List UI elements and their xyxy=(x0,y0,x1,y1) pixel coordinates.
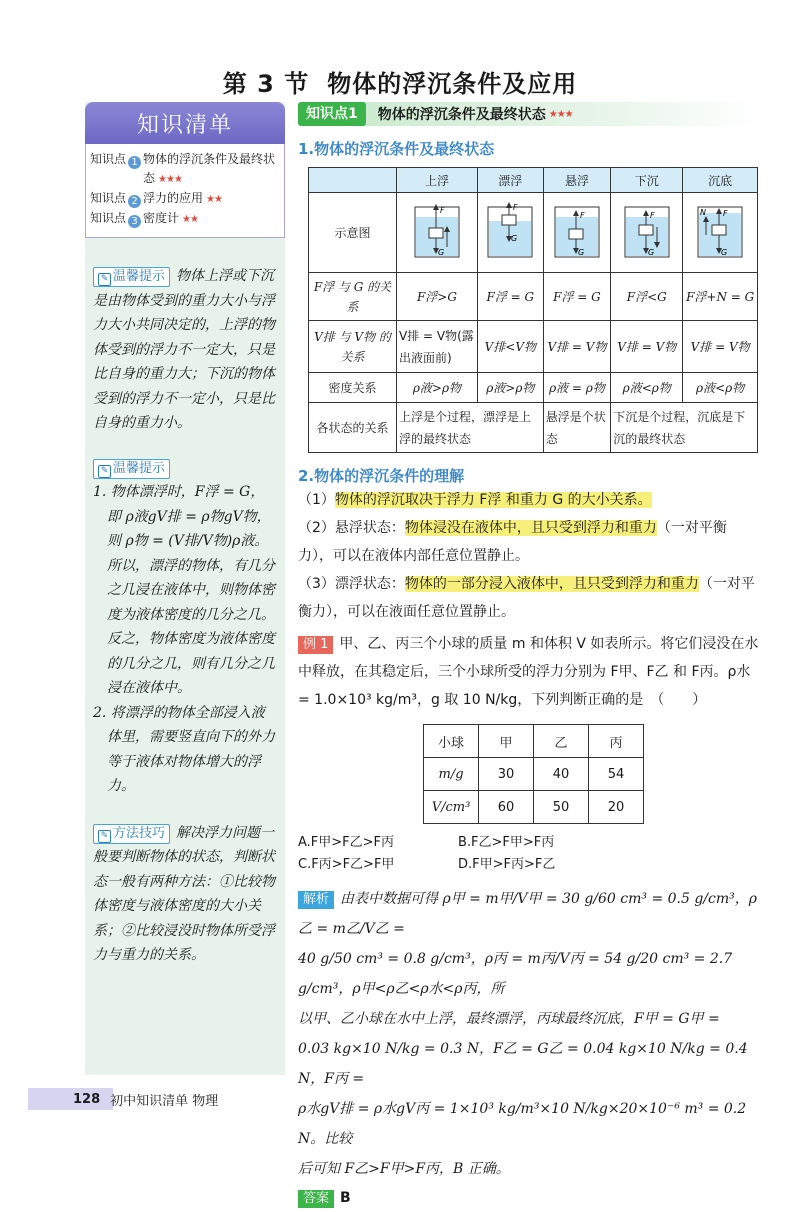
svg-text:G: G xyxy=(577,248,585,257)
knowledge-item-label: 浮力的应用 xyxy=(143,191,204,205)
row-label: 密度关系 xyxy=(309,373,397,403)
star-rating-icon: ★★★ xyxy=(158,174,182,185)
svg-text:N: N xyxy=(700,208,707,217)
table-row xyxy=(424,791,644,824)
book-title: 初中知识清单 物理 xyxy=(110,1093,219,1109)
table-cell: 30 xyxy=(479,758,534,791)
option-d[interactable]: D.F甲>F丙>F乙 xyxy=(458,857,556,872)
hint-icon: ✎ xyxy=(98,273,111,286)
table-cell: 20 xyxy=(589,791,644,824)
number-badge: 3 xyxy=(128,215,141,228)
knowledge-point-bar xyxy=(298,102,760,126)
table-cell: ρ液>ρ物 xyxy=(397,373,478,403)
knowledge-item-label: 物体的浮沉条件及最终状态 xyxy=(143,152,276,185)
table-header-cell: 沉底 xyxy=(683,168,758,193)
table-cell: F浮<G xyxy=(611,273,683,321)
tip-text: 解决浮力问题一般要判断物体的状态，判断状态一般有两种方法：①比较物体密度与液体密度的大小关系；②比较浸没时物体所受浮力与重力的关系。 xyxy=(93,824,275,963)
table-header-cell xyxy=(309,168,397,193)
svg-text:G: G xyxy=(721,248,728,257)
tip-label: 方法技巧 xyxy=(113,825,166,841)
table-cell: 40 xyxy=(534,758,589,791)
method-icon: ✎ xyxy=(98,830,111,843)
svg-text:G: G xyxy=(511,234,518,243)
table-row xyxy=(309,193,758,273)
knowledge-item-prefix: 知识点 xyxy=(90,191,127,205)
point-number: （1） xyxy=(298,492,335,508)
tip-label: 温馨提示 xyxy=(113,269,166,284)
buoyancy-table xyxy=(308,167,758,453)
table-cell: V/cm³ xyxy=(424,791,479,824)
ball-table xyxy=(423,724,644,824)
table-row xyxy=(424,758,644,791)
knowledge-item-label: 密度计 xyxy=(143,211,180,225)
analysis xyxy=(298,884,760,1184)
knowledge-item[interactable] xyxy=(90,209,278,229)
table-header-cell: 小球 xyxy=(424,725,479,758)
point-number: （2）悬浮状态： xyxy=(298,520,405,536)
table-cell: V排 = V物(露出液面前) xyxy=(397,321,478,373)
table-cell: F浮 = G xyxy=(477,273,543,321)
knowledge-point-tag: 知识点1 xyxy=(298,102,366,126)
table-cell: F浮 = G xyxy=(543,273,611,321)
svg-text:G: G xyxy=(437,248,445,257)
table-cell: V排 = V物 xyxy=(611,321,683,373)
main-content xyxy=(298,102,760,1212)
svg-text:F: F xyxy=(439,206,445,215)
svg-text:F: F xyxy=(649,211,655,220)
point-1 xyxy=(298,486,760,514)
table-cell: F浮>G xyxy=(397,273,478,321)
analysis-line: 40 g/50 cm³ = 0.8 g/cm³，ρ丙 = m丙/V丙 = 54 g/20 cm³ = 2.7 g/cm³，ρ甲<ρ乙<ρ水<ρ丙，所 xyxy=(298,951,733,997)
method-tag xyxy=(93,824,170,844)
knowledge-item[interactable] xyxy=(90,189,278,209)
diagram-bottom xyxy=(683,193,758,273)
svg-text:G: G xyxy=(647,248,654,257)
table-cell: ρ液>ρ物 xyxy=(477,373,543,403)
table-row xyxy=(309,321,758,373)
tip-text: 物体上浮或下沉是由物体受到的重力大小与浮力大小共同决定的，上浮的物体受到的浮力不一定大，只是比自身的重力大；下沉的物体受到的浮力不一定小，只是比自身的重力小。 xyxy=(93,268,275,431)
table-cell: ρ液<ρ物 xyxy=(611,373,683,403)
tip-box-3 xyxy=(93,821,277,968)
table-header-cell: 甲 xyxy=(479,725,534,758)
row-label: 各状态的关系 xyxy=(309,403,397,453)
option-a[interactable]: A.F甲>F乙>F丙 xyxy=(298,835,395,850)
svg-text:F: F xyxy=(723,209,728,218)
knowledge-list xyxy=(85,144,285,238)
answer-value: B xyxy=(340,1190,351,1206)
point-text: （一对平衡力），可以在液面任意位置静止。 xyxy=(298,576,755,620)
answer-options xyxy=(298,832,760,876)
table-cell: V排 = V物 xyxy=(543,321,611,373)
table-cell: 54 xyxy=(589,758,644,791)
analysis-line: ρ水gV排 = ρ水gV丙 = 1×10³ kg/m³×10 N/kg×20×10⁻⁶ m³ = 0.2 N。比较 xyxy=(298,1101,747,1147)
svg-text:F: F xyxy=(513,203,518,212)
table-row xyxy=(309,403,758,453)
knowledge-point-title: 物体的浮沉条件及最终状态 xyxy=(377,107,546,123)
table-cell: 下沉是个过程，沉底是下沉的最终状态 xyxy=(611,403,758,453)
tip-box-1 xyxy=(93,264,277,436)
page-footer xyxy=(28,1088,408,1110)
section-number: 第 3 节 xyxy=(222,70,310,98)
table-cell: ρ液<ρ物 xyxy=(683,373,758,403)
table-cell: V排 = V物 xyxy=(683,321,758,373)
subheading-1: 1.物体的浮沉条件及最终状态 xyxy=(298,140,495,158)
row-label: F浮 与 G 的关系 xyxy=(309,273,397,321)
table-row xyxy=(424,725,644,758)
star-rating-icon: ★★★ xyxy=(548,108,573,120)
section-title: 物体的浮沉条件及应用 xyxy=(327,70,578,98)
example-text: 甲、乙、丙三个小球的质量 m 和体积 V 如表所示。将它们浸没在水中释放，在其稳定后，三个小球所受的浮力分别为 F甲、F乙 和 F丙。ρ水 = 1.0×10³ kg/m³，g 取 10 N/kg，下列判断正确的是 （ ） xyxy=(298,636,759,708)
tip-tag xyxy=(93,267,170,287)
sidebar xyxy=(85,102,285,1075)
highlight-text: 物体浸没在液体中，且只受到浮力和重力 xyxy=(404,520,657,536)
table-cell: ρ液 = ρ物 xyxy=(543,373,611,403)
star-rating-icon: ★★ xyxy=(182,214,198,225)
diagram-suspended-icon xyxy=(547,199,607,263)
knowledge-item-prefix: 知识点 xyxy=(90,152,127,166)
table-header-row xyxy=(309,168,758,193)
page-title xyxy=(0,64,800,99)
table-cell: F浮+N = G xyxy=(683,273,758,321)
option-b[interactable]: B.F乙>F甲>F丙 xyxy=(458,835,555,850)
table-header-cell: 乙 xyxy=(534,725,589,758)
diagram-rising xyxy=(397,193,478,273)
tip-tag xyxy=(93,459,170,479)
row-label: V排 与 V物 的关系 xyxy=(309,321,397,373)
number-badge: 2 xyxy=(128,195,141,208)
point-3 xyxy=(298,570,760,626)
table-header-cell: 上浮 xyxy=(397,168,478,193)
diagram-sinking xyxy=(611,193,683,273)
point-2 xyxy=(298,514,760,570)
table-header-cell: 漂浮 xyxy=(477,168,543,193)
diagram-rising-icon xyxy=(407,199,467,263)
page-number: 128 xyxy=(73,1091,101,1107)
analysis-line: 0.03 kg×10 N/kg = 0.3 N，F乙 = G乙 = 0.04 kg×10 N/kg = 0.4 N，F丙 = xyxy=(298,1041,748,1087)
option-c[interactable]: C.F丙>F乙>F甲 xyxy=(298,857,395,872)
tip-label: 温馨提示 xyxy=(113,460,166,476)
table-row xyxy=(309,373,758,403)
point-text: （一对平衡力），可以在液体内部任意位置静止。 xyxy=(298,520,727,564)
table-cell: 悬浮是个状态 xyxy=(543,403,611,453)
highlight-text: 物体的浮沉取决于浮力 F浮 和重力 G 的大小关系。 xyxy=(334,492,652,508)
highlight-text: 物体的一部分浸入液体中，且只受到浮力和重力 xyxy=(404,576,699,592)
diagram-sinking-icon xyxy=(617,199,677,263)
table-cell: 60 xyxy=(479,791,534,824)
table-cell: V排<V物 xyxy=(477,321,543,373)
table-cell: 上浮是个过程，漂浮是上浮的最终状态 xyxy=(397,403,544,453)
table-header-cell: 悬浮 xyxy=(543,168,611,193)
number-badge: 1 xyxy=(128,156,141,169)
table-cell: m/g xyxy=(424,758,479,791)
analysis-line: 由表中数据可得 ρ甲 = m甲/V甲 = 30 g/60 cm³ = 0.5 g/cm³，ρ乙 = m乙/V乙 = xyxy=(298,891,757,937)
answer xyxy=(298,1184,760,1212)
tip-box-2 xyxy=(93,456,277,799)
subheading-2: 2.物体的浮沉条件的理解 xyxy=(298,467,465,485)
diagram-floating-icon xyxy=(480,199,540,263)
table-header-cell: 下沉 xyxy=(611,168,683,193)
knowledge-item-prefix: 知识点 xyxy=(90,211,127,225)
star-rating-icon: ★★ xyxy=(206,194,222,205)
diagram-suspended xyxy=(543,193,611,273)
diagram-bottom-icon xyxy=(690,199,750,263)
tip-item-1: 1. 物体漂浮时，F浮 = G，即 ρ液gV排 = ρ物gV物，则 ρ物 = (V排/V物)ρ液。所以，漂浮的物体，有几分之几浸在液体中，则物体密度为液体密度的几分之几。反之，物体密度为液体密度的几分之几，则有几分之几浸在液体中。 xyxy=(93,484,275,696)
table-header-cell: 丙 xyxy=(589,725,644,758)
knowledge-list-header: 知识清单 xyxy=(85,102,285,144)
tip-item-2: 2. 将漂浮的物体全部浸入液体里，需要竖直向下的外力等于液体对物体增大的浮力。 xyxy=(93,704,275,794)
hint-icon: ✎ xyxy=(98,465,111,478)
example-tag: 例 1 xyxy=(298,636,333,654)
example-question xyxy=(298,630,760,714)
diagram-floating xyxy=(477,193,543,273)
answer-tag: 答案 xyxy=(298,1190,334,1208)
footer-bar xyxy=(28,1088,113,1110)
row-label: 示意图 xyxy=(309,193,397,273)
svg-text:F: F xyxy=(579,211,585,220)
analysis-tag: 解析 xyxy=(298,891,334,909)
knowledge-item[interactable] xyxy=(90,150,278,189)
table-cell: 50 xyxy=(534,791,589,824)
point-number: （3）漂浮状态： xyxy=(298,576,405,592)
analysis-line: 后可知 F乙>F甲>F丙，B 正确。 xyxy=(298,1161,510,1177)
table-row xyxy=(309,273,758,321)
analysis-line: 以甲、乙小球在水中上浮，最终漂浮，丙球最终沉底，F甲 = G甲 = xyxy=(298,1011,720,1027)
